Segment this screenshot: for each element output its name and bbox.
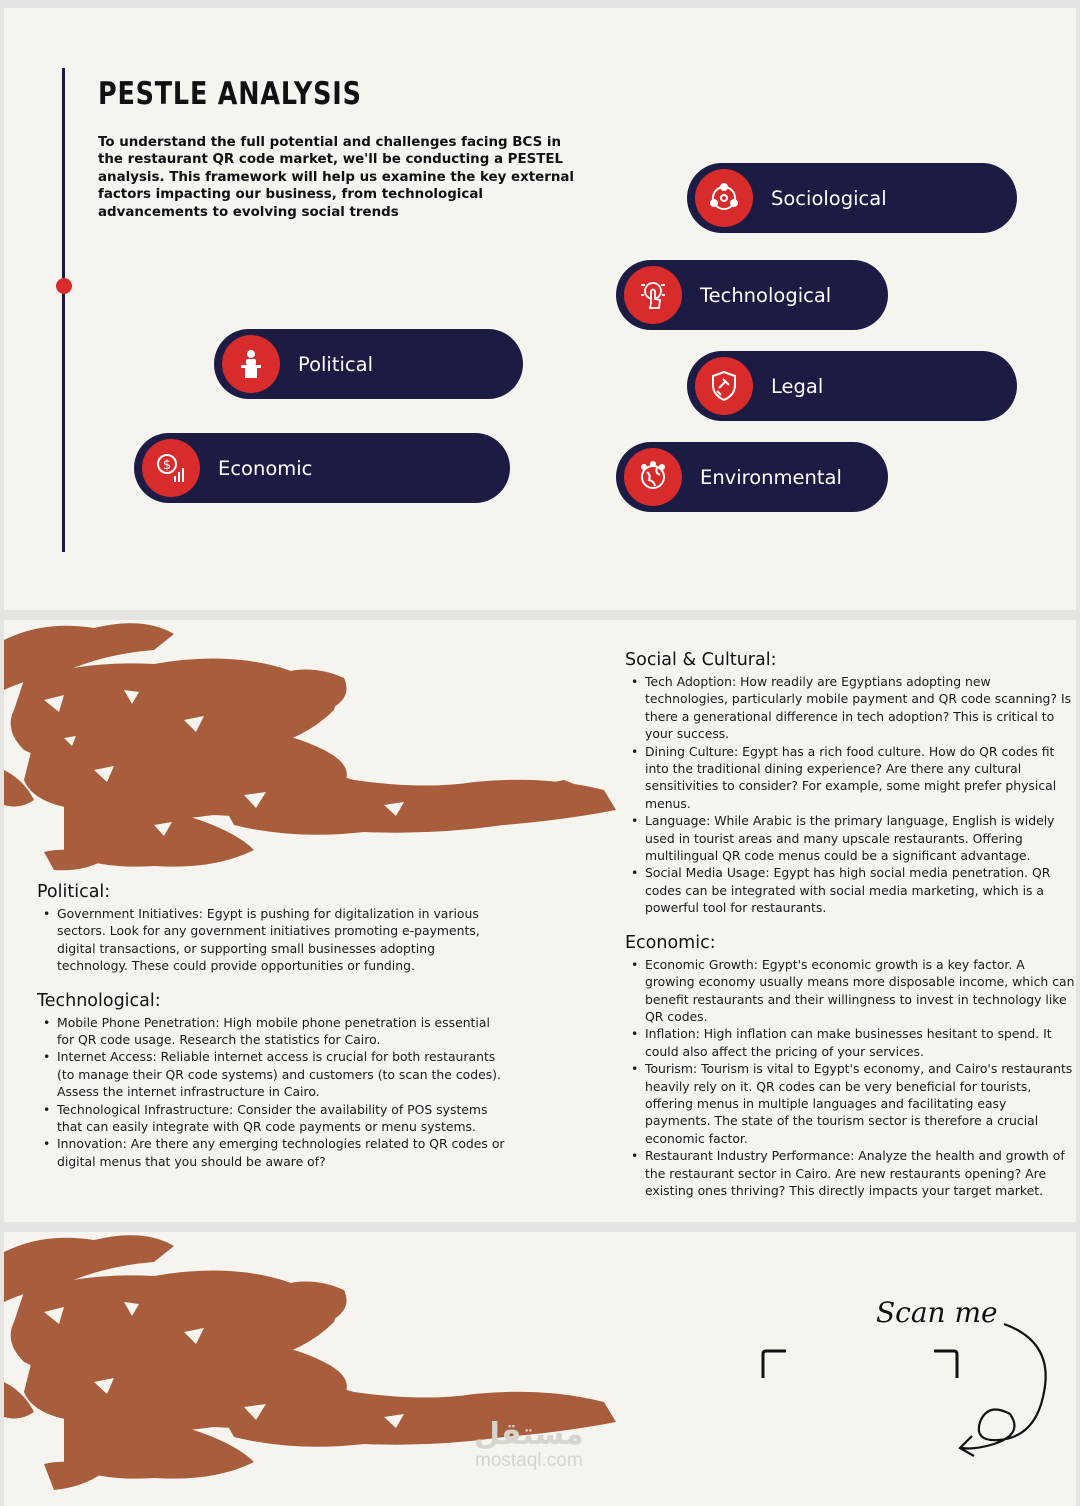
timeline-line xyxy=(62,68,65,552)
intro-paragraph: To understand the full potential and challenges facing BCS in the restaurant QR code market, we'll be conducting a PESTEL analysis. This framework will help us examine the key external factors impacting our business, from technological advancements to evolving social trends xyxy=(98,135,574,220)
slide-scan-me xyxy=(4,1232,1076,1506)
slide-pestle-details xyxy=(4,620,1076,1222)
section-heading: Economic: xyxy=(625,932,716,953)
pill-label: Environmental xyxy=(700,465,842,489)
list-item: • Social Media Usage: Egypt has high social media penetration. QR codes can be integrated with social media marketing, which is a powerful tool for restaurants. xyxy=(625,864,1075,916)
list-item: • Government Initiatives: Egypt is pushing for digitalization in various sectors. Look for any government initiatives promoting e-payments, digital transactions, or supporting small businesses adopting technology. These could provide opportunities or funding. xyxy=(37,905,507,975)
section-social-cultural xyxy=(625,650,1075,917)
list-item: • Economic Growth: Egypt's economic growth is a key factor. A growing economy usually means more disposable income, which can benefit restaurants and their willingness to invest in technology like QR codes. xyxy=(625,956,1075,1026)
list-item: • Inflation: High inflation can make businesses hesitant to spend. It could also affect the pricing of your services. xyxy=(625,1025,1075,1060)
pill-label: Sociological xyxy=(771,186,887,210)
list-item: • Dining Culture: Egypt has a rich food culture. How do QR codes fit into the traditional dining experience? Are there any cultural sensitivities to consider? For example, some might prefer physical menus. xyxy=(625,743,1075,813)
brush-splatter-decoration xyxy=(4,620,624,880)
section-heading: Political: xyxy=(37,882,111,902)
bullet-list xyxy=(625,956,1075,1200)
right-column xyxy=(625,650,1075,1215)
bullet-list xyxy=(625,673,1075,917)
timeline-dot xyxy=(56,278,72,294)
qr-frame-corners xyxy=(760,1348,964,1384)
list-item: • Tech Adoption: How readily are Egyptians adopting new technologies, particularly mobile payment and QR code scanning? Is there a generational difference in tech adoption? This is critical to your success. xyxy=(625,673,1075,743)
list-item: • Tourism: Tourism is vital to Egypt's economy, and Cairo's restaurants heavily rely on it. QR codes can be very beneficial for tourists, offering menus in multiple languages and facilitating easy payments. The state of the tourism sector is therefore a crucial economic factor. xyxy=(625,1060,1075,1147)
pill-label: Economic xyxy=(218,456,313,480)
pill-economic xyxy=(134,433,510,503)
watermark-arabic: مستقل xyxy=(474,1417,584,1452)
pill-sociological xyxy=(687,163,1017,233)
bullet-list xyxy=(37,905,507,975)
list-item: • Language: While Arabic is the primary language, English is widely used in tourist areas and many upscale restaurants. Offering multilingual QR code menus could be a significant advantage. xyxy=(625,812,1075,864)
touch-circuit-icon xyxy=(624,266,682,324)
section-technological xyxy=(37,991,507,1171)
watermark xyxy=(474,1417,584,1472)
list-item: • Internet Access: Reliable internet access is crucial for both restaurants (to manage their QR code systems) and customers (to scan the codes). Assess the internet infrastructure in Cairo. xyxy=(37,1048,507,1100)
list-item: • Innovation: Are there any emerging technologies related to QR codes or digital menus that you should be aware of? xyxy=(37,1135,507,1170)
list-item: • Technological Infrastructure: Consider the availability of POS systems that can easily integrate with QR code payments or menu systems. xyxy=(37,1101,507,1136)
section-heading: Technological: xyxy=(37,990,161,1011)
slide-pestle-intro xyxy=(4,8,1076,610)
curly-arrow-icon xyxy=(944,1322,1054,1462)
people-circle-icon xyxy=(695,169,753,227)
pill-label: Technological xyxy=(700,283,832,307)
list-item: • Mobile Phone Penetration: High mobile phone penetration is essential for QR code usage. Research the statistics for Cairo. xyxy=(37,1014,507,1049)
pill-technological xyxy=(616,260,888,330)
shield-gavel-icon xyxy=(695,357,753,415)
pill-label: Legal xyxy=(771,374,824,398)
pill-political xyxy=(214,329,523,399)
pill-label: Political xyxy=(298,352,373,376)
scan-me-label: Scan me xyxy=(876,1296,998,1329)
section-economic xyxy=(625,933,1075,1200)
podium-speaker-icon xyxy=(222,335,280,393)
section-heading: Social & Cultural: xyxy=(625,650,777,670)
globe-people-icon xyxy=(624,448,682,506)
section-political xyxy=(37,882,507,975)
slide-title: PESTLE ANALYSIS xyxy=(98,76,362,112)
svg-text:$: $ xyxy=(162,458,172,473)
pill-environmental xyxy=(616,442,888,512)
watermark-url: mostaql.com xyxy=(475,1450,583,1471)
dollar-chart-icon xyxy=(142,439,200,497)
pill-legal xyxy=(687,351,1017,421)
left-column xyxy=(37,882,507,1186)
bullet-list xyxy=(37,1014,507,1171)
list-item: • Restaurant Industry Performance: Analyze the health and growth of the restaurant sector in Cairo. Are new restaurants opening? Are existing ones thriving? This directly impacts your target market. xyxy=(625,1147,1075,1199)
